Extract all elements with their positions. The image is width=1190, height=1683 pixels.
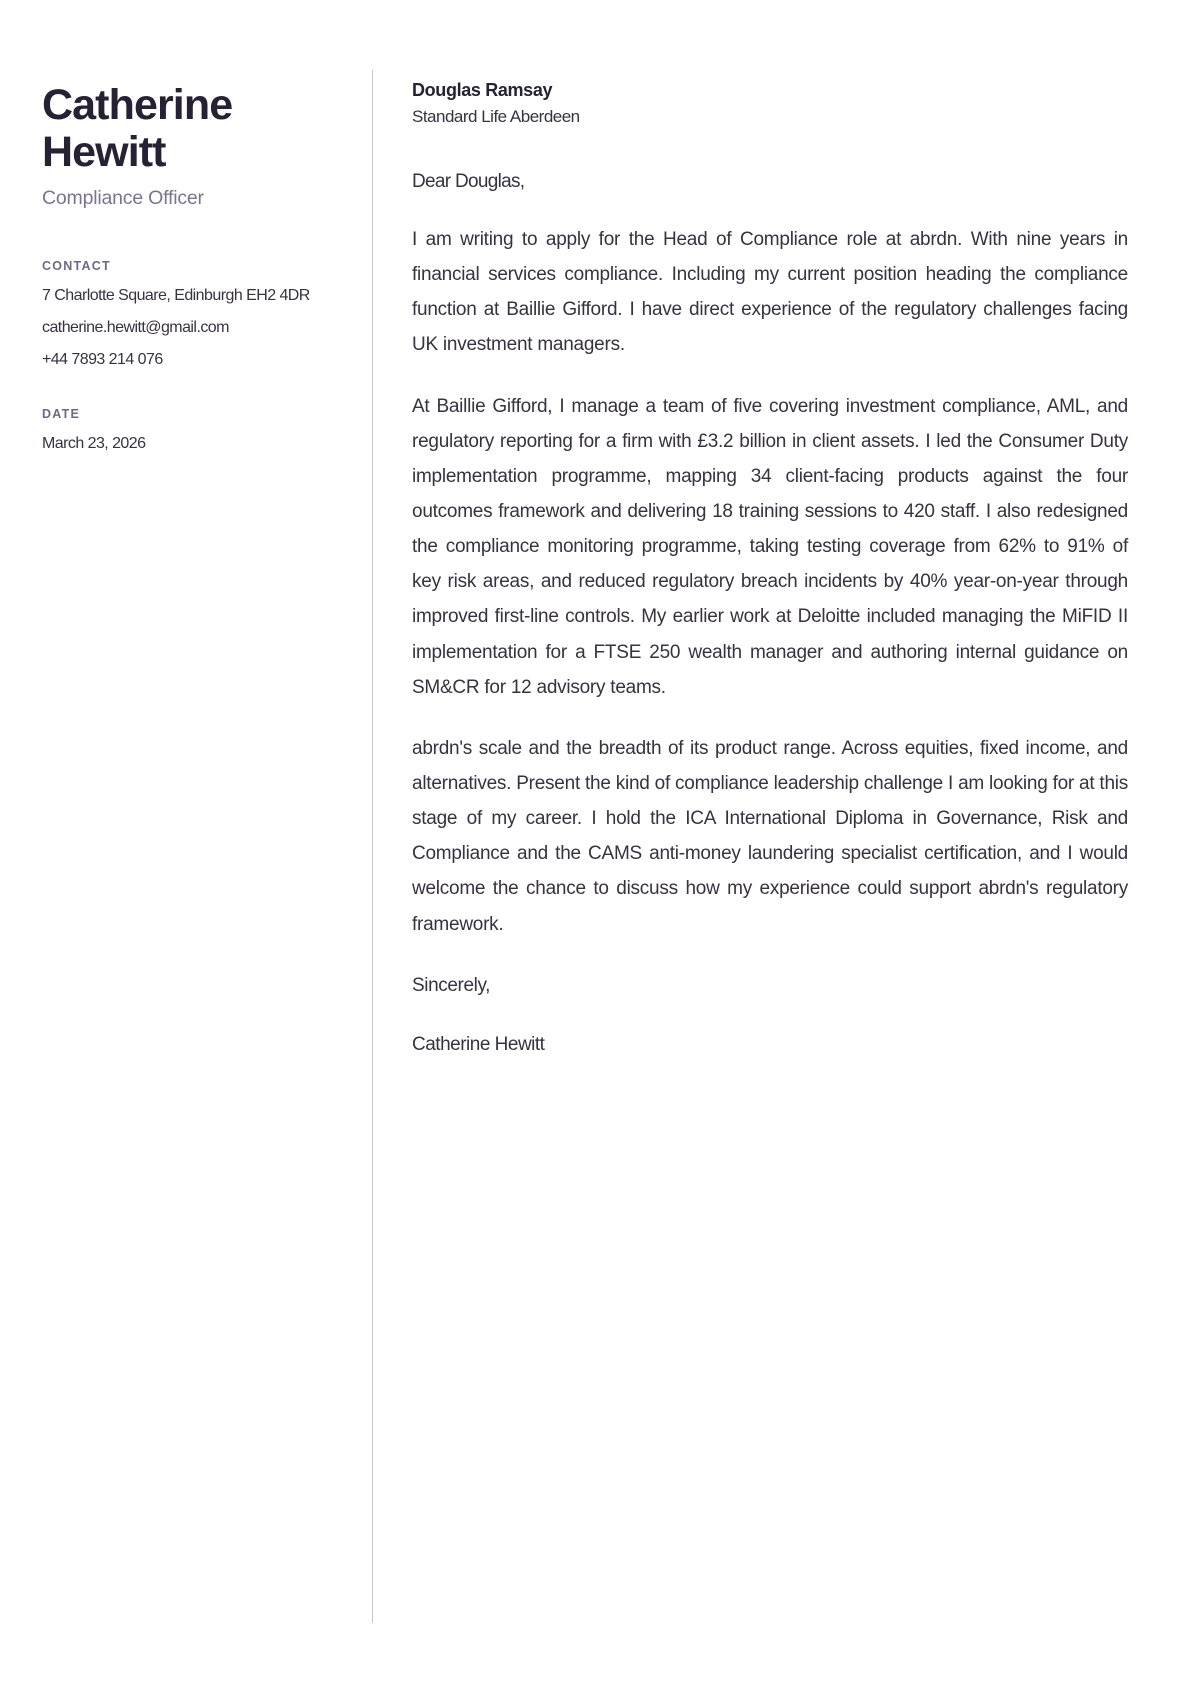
letter-body (412, 70, 1128, 1623)
vertical-divider (372, 70, 373, 1623)
date-value: March 23, 2026 (42, 434, 146, 452)
letter-paragraph: At Baillie Gifford, I manage a team of five covering investment compliance, AML, and regulatory reporting for a firm with £3.2 billion in client assets. I led the Consumer Duty implementation programme, mapping 34 client-facing products against the four outcomes framework and delivering 18 training sessions to 420 staff. I also redesigned the compliance monitoring programme, taking testing coverage from 62% to 91% of key risk areas, and reduced regulatory breach incidents by 40% year-on-year through improved first-line controls. My earlier work at Deloitte included managing the MiFID II implementation for a FTSE 250 wealth manager and authoring internal guidance on SM&CR for 12 advisory teams. (412, 395, 1128, 698)
signature-name: Catherine Hewitt (412, 1033, 545, 1055)
date-section-label: DATE (42, 406, 81, 421)
recipient-organisation: Standard Life Aberdeen (412, 107, 580, 126)
page-title (42, 82, 292, 176)
contact-lines (42, 283, 342, 373)
letter-paragraph: I am writing to apply for the Head of Compliance role at abrdn. With nine years in financial services compliance. Including my current position heading the compliance function at Baillie Gifford. I have direct experience of the regulatory challenges facing UK investment managers. (412, 229, 1128, 356)
salutation: Dear Douglas, (412, 171, 525, 192)
sender-role: Compliance Officer (42, 186, 204, 209)
date-section (42, 407, 342, 457)
sidebar (42, 70, 372, 1623)
contact-email[interactable]: catherine.hewitt@gmail.com (42, 318, 229, 336)
contact-address: 7 Charlotte Square, Edinburgh EH2 4DR (42, 287, 310, 305)
sender-last-name: Hewitt (42, 127, 166, 176)
letter-paragraph: abrdn's scale and the breadth of its product range. Across equities, fixed income, and alternatives. Present the kind of compliance leadership challenge I am looking for at this stage of my career. I hold the ICA International Diploma in Governance, Risk and Compliance and the CAMS anti-money laundering specialist certification, and I would welcome the chance to discuss how my experience could support abrdn's regulatory framework. (412, 737, 1128, 935)
contact-phone[interactable]: +44 7893 214 076 (42, 350, 163, 368)
recipient-name: Douglas Ramsay (412, 80, 553, 100)
contact-section (42, 259, 342, 373)
contact-section-label: CONTACT (42, 259, 111, 274)
closing-line: Sincerely, (412, 974, 491, 996)
sender-first-name: Catherine (42, 81, 233, 129)
